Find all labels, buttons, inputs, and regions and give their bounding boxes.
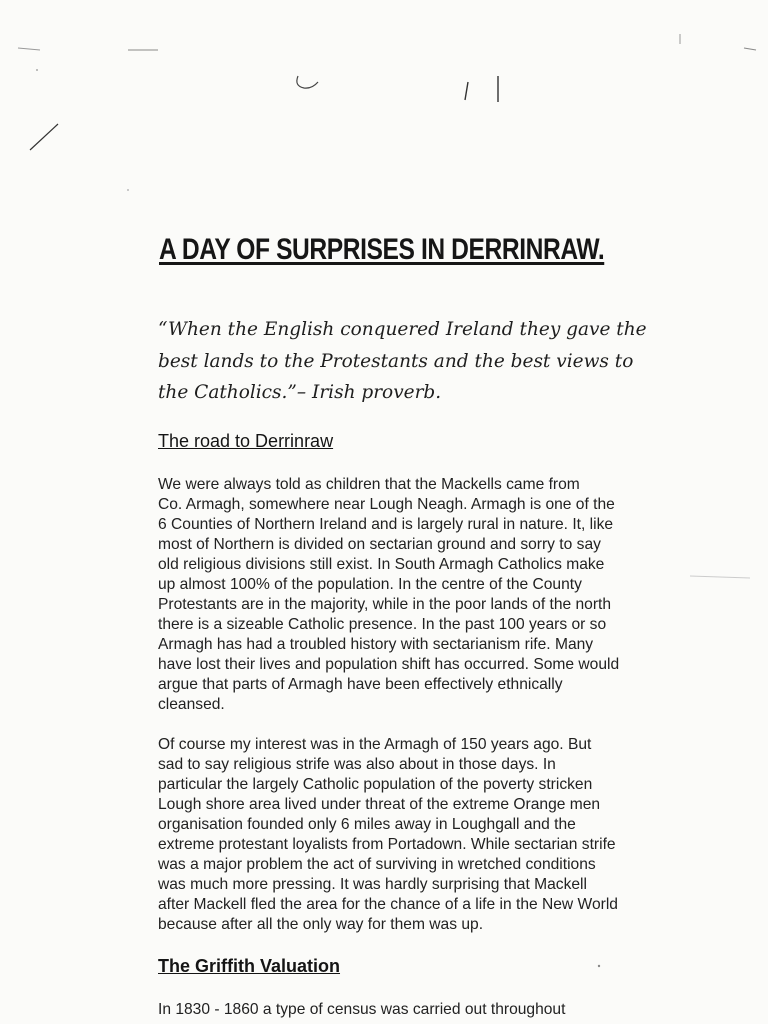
text-line: up almost 100% of the population. In the centre of the County <box>158 576 582 593</box>
scan-speck-1 <box>36 69 38 71</box>
text-line: was much more pressing. It was hardly surprising that Mackell <box>158 876 587 893</box>
paragraph-road-2 <box>158 735 718 935</box>
quote-line: “When the English conquered Ireland they gave the <box>158 319 647 340</box>
scan-dash-2 <box>18 48 40 50</box>
quote-line: the Catholics.”– Irish proverb. <box>158 382 442 403</box>
text-line: Lough shore area lived under threat of the extreme Orange men <box>158 796 601 813</box>
scan-dash-4 <box>744 48 756 50</box>
text-line: cleansed. <box>158 696 225 713</box>
text-line: Protestants are in the majority, while in the poor lands of the north <box>158 596 612 613</box>
section-heading-griffith: The Griffith Valuation <box>158 956 341 976</box>
text-line: argue that parts of Armagh have been effectively ethnically <box>158 676 563 693</box>
proverb-quote <box>158 314 678 409</box>
scan-speck-2 <box>127 189 129 191</box>
pen-mark-curve <box>297 76 318 88</box>
paragraph-griffith-1 <box>158 1000 718 1020</box>
quote-line: best lands to the Protestants and the best views to <box>158 350 634 372</box>
text-line: extreme protestant loyalists from Portadown. While sectarian strife <box>158 836 616 853</box>
text-line: have lost their lives and population shift has occurred. Some would <box>158 656 620 673</box>
pen-mark-slash <box>30 124 58 150</box>
pen-mark-tick-1 <box>465 82 468 100</box>
text-line: old religious divisions still exist. In South Armagh Catholics make <box>158 556 605 573</box>
text-line: We were always told as children that the Mackells came from <box>158 476 580 493</box>
text-line: most of Northern is divided on sectarian ground and sorry to say <box>158 536 601 553</box>
document-title: A DAY OF SURPRISES IN DERRINRAW. <box>159 233 605 266</box>
paragraph-road-1 <box>158 475 718 715</box>
text-line: particular the largely Catholic population of the poverty stricken <box>158 776 593 793</box>
text-line: Armagh has had a troubled history with sectarianism rife. Many <box>158 636 594 653</box>
text-line: after Mackell fled the area for the chance of a life in the New World <box>158 896 618 913</box>
text-line: Co. Armagh, somewhere near Lough Neagh. Armagh is one of the <box>158 496 615 513</box>
text-line: 6 Counties of Northern Ireland and is largely rural in nature. It, like <box>158 516 614 533</box>
section-heading-road: The road to Derrinraw <box>158 431 334 451</box>
text-line: organisation founded only 6 miles away in Loughgall and the <box>158 816 576 833</box>
text-line: because after all the only way for them was up. <box>158 916 484 933</box>
scan-speck-3 <box>598 965 600 967</box>
text-line: sad to say religious strife was also about in those days. In <box>158 756 556 773</box>
text-line: Of course my interest was in the Armagh of 150 years ago. But <box>158 736 592 753</box>
text-line: there is a sizeable Catholic presence. In the past 100 years or so <box>158 616 607 633</box>
text-line: In 1830 - 1860 a type of census was carried out throughout <box>158 1001 566 1018</box>
text-line: was a major problem the act of surviving in wretched conditions <box>158 856 596 873</box>
